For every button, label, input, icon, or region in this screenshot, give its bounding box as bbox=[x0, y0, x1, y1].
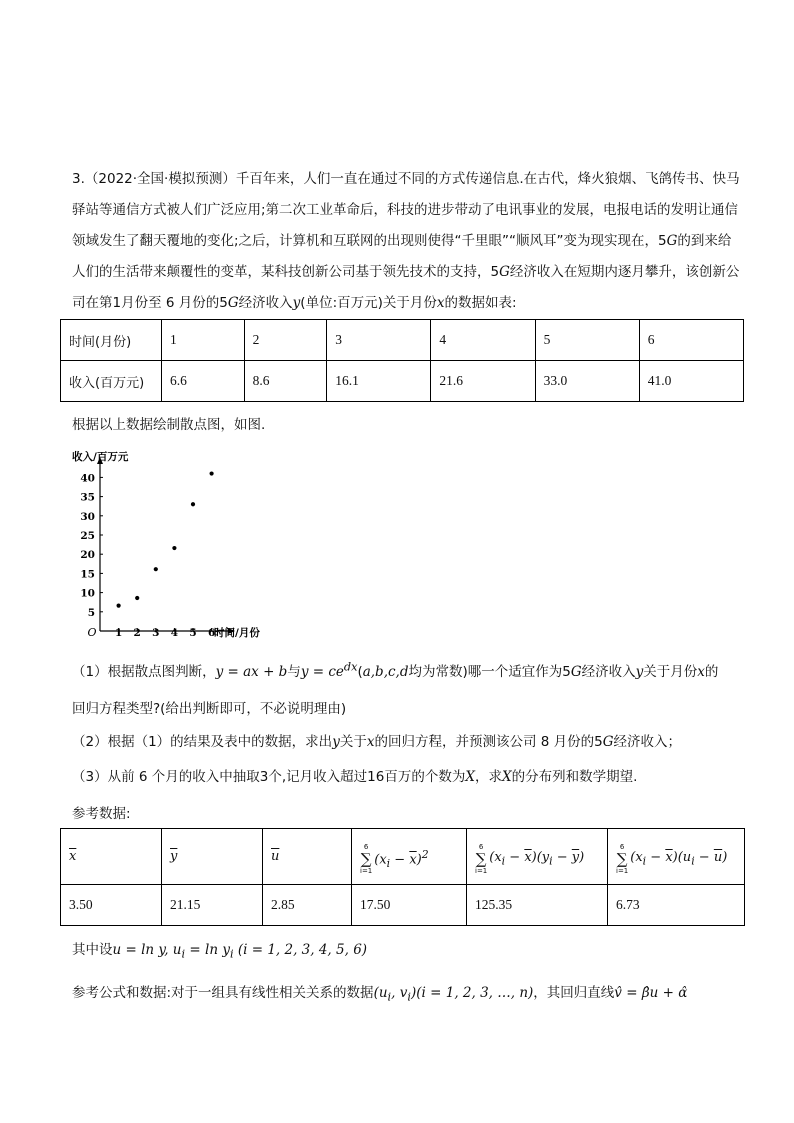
reference-title: 参考数据: bbox=[72, 806, 131, 822]
income-cell: 21.6 bbox=[431, 361, 535, 402]
header-y-bar: $\overline{y}$ bbox=[162, 829, 263, 885]
table-row-incomes bbox=[61, 361, 744, 402]
header-sum-xu: 6 ∑ i=1 $(x_i - \overline{x})(u_i - \overline{u})$ bbox=[608, 829, 745, 885]
formula-line: 参考公式和数据:对于一组具有线性相关关系的数据($u_i$, $v_i)(i = 1$, 2, 3, …, n)，其回归直线v̂ = β̂u + α̂ bbox=[72, 985, 688, 1004]
header-sum-xx: 6 ∑ i=1 $(x_i - \overline{x})^2$ bbox=[352, 829, 467, 885]
data-point bbox=[117, 604, 121, 608]
month-cell: 2 bbox=[244, 320, 327, 361]
reference-table bbox=[60, 828, 745, 926]
x-tick-label: 2 bbox=[133, 627, 141, 639]
income-cell: 41.0 bbox=[639, 361, 743, 402]
y-tick-label: 30 bbox=[80, 510, 95, 523]
month-cell: 3 bbox=[327, 320, 431, 361]
table-row-headers bbox=[61, 829, 745, 885]
x-tick-label: 6 bbox=[207, 627, 216, 639]
y-tick-label: 10 bbox=[80, 587, 95, 600]
question-2: （2）根据（1）的结果及表中的数据，求出y关于x的回归方程，并预测该公司 8 月份的5G经济收入； bbox=[72, 734, 682, 750]
y-tick-label: 35 bbox=[80, 491, 95, 504]
summation-icon: 6 ∑ i=1 bbox=[475, 842, 488, 875]
value-cell: 2.85 bbox=[263, 885, 352, 926]
x-tick-label: 3 bbox=[152, 627, 160, 639]
data-point bbox=[172, 546, 176, 550]
scatter-plot bbox=[62, 446, 262, 646]
y-tick-label: 15 bbox=[80, 568, 95, 581]
income-cell: 16.1 bbox=[327, 361, 431, 402]
y-tick-label: 5 bbox=[87, 606, 95, 619]
problem-number: 3. bbox=[72, 171, 85, 187]
value-cell: 17.50 bbox=[352, 885, 467, 926]
income-table bbox=[60, 319, 744, 402]
value-cell: 3.50 bbox=[61, 885, 162, 926]
month-cell: 4 bbox=[431, 320, 535, 361]
y-tick-label: 25 bbox=[80, 530, 95, 542]
y-tick-label: 20 bbox=[80, 549, 95, 562]
problem-paragraph: 3.（2022·全国·模拟预测）千百年来，人们一直在通过不同的方式传递信息.在古代，烽火狼烟、飞鸽传书、快马驿站等通信方式被人们广泛应用;第二次工业革命后，科技的进步带动了电讯事业的发展，电报电话的发明让通信领域发生了翻天覆地的变化;之后，计算机和互联网的出现则使得“千里眼”“顺风耳”变为现实现在，5G的到来给人们的生活带来颠覆性的变革，某科技创新公司基于领先技术的支持，5G经济收入在短期内逐月攀升，该创新公司在第1月份至 6 月份的5G经济收入y(单位:百万元)关于月份x的数据如表: bbox=[72, 171, 740, 311]
origin-label: O bbox=[87, 626, 97, 639]
value-cell: 21.15 bbox=[162, 885, 263, 926]
y-tick-label: 40 bbox=[80, 472, 95, 485]
question-3: （3）从前 6 个月的收入中抽取3个,记月收入超过16百万的个数为X，求X的分布列和数学期望. bbox=[72, 769, 638, 785]
month-cell: 6 bbox=[639, 320, 743, 361]
x-tick-label: 4 bbox=[170, 627, 179, 639]
table-row-values bbox=[61, 885, 745, 926]
data-point bbox=[154, 567, 158, 571]
row-label-income: 收入(百万元) bbox=[61, 361, 162, 402]
header-x-bar: $\overline{x}$ bbox=[61, 829, 162, 885]
income-cell: 33.0 bbox=[535, 361, 639, 402]
header-u-bar: $\overline{u}$ bbox=[263, 829, 352, 885]
definition-line: 其中设u = ln y, $u_i = \ln y_i$ (i = 1, 2, 3, 4, 5, 6) bbox=[72, 942, 368, 961]
x-tick-label: 1 bbox=[114, 627, 123, 639]
table-row-months bbox=[61, 320, 744, 361]
summation-icon: 6 ∑ i=1 bbox=[360, 842, 373, 875]
question-1-line2: 回归方程类型?(给出判断即可，不必说明理由) bbox=[72, 701, 347, 717]
data-point bbox=[135, 596, 139, 600]
x-tick-label: 5 bbox=[189, 627, 197, 639]
month-cell: 1 bbox=[162, 320, 245, 361]
header-sum-xy: 6 ∑ i=1 $(x_i - \overline{x})(y_i - \overline{y})$ bbox=[467, 829, 608, 885]
value-cell: 125.35 bbox=[467, 885, 608, 926]
question-1: （1）根据散点图判断，y = ax + b与$y = ce^{dx}(a,b,c,d$均为常数)哪一个适宜作为5G经济收入y关于月份x的 bbox=[72, 660, 719, 680]
income-cell: 8.6 bbox=[244, 361, 327, 402]
value-cell: 6.73 bbox=[608, 885, 745, 926]
y-axis-label: 收入/百万元 bbox=[72, 451, 129, 463]
income-cell: 6.6 bbox=[162, 361, 245, 402]
month-cell: 5 bbox=[535, 320, 639, 361]
scatter-caption: 根据以上数据绘制散点图，如图. bbox=[72, 417, 266, 433]
row-label-month: 时间(月份) bbox=[61, 320, 162, 361]
data-point bbox=[191, 502, 195, 506]
data-point bbox=[210, 471, 214, 475]
summation-icon: 6 ∑ i=1 bbox=[616, 842, 629, 875]
problem-source: （2022·全国·模拟预测） bbox=[84, 171, 236, 187]
x-axis-label: 时间/月份 bbox=[214, 627, 260, 639]
